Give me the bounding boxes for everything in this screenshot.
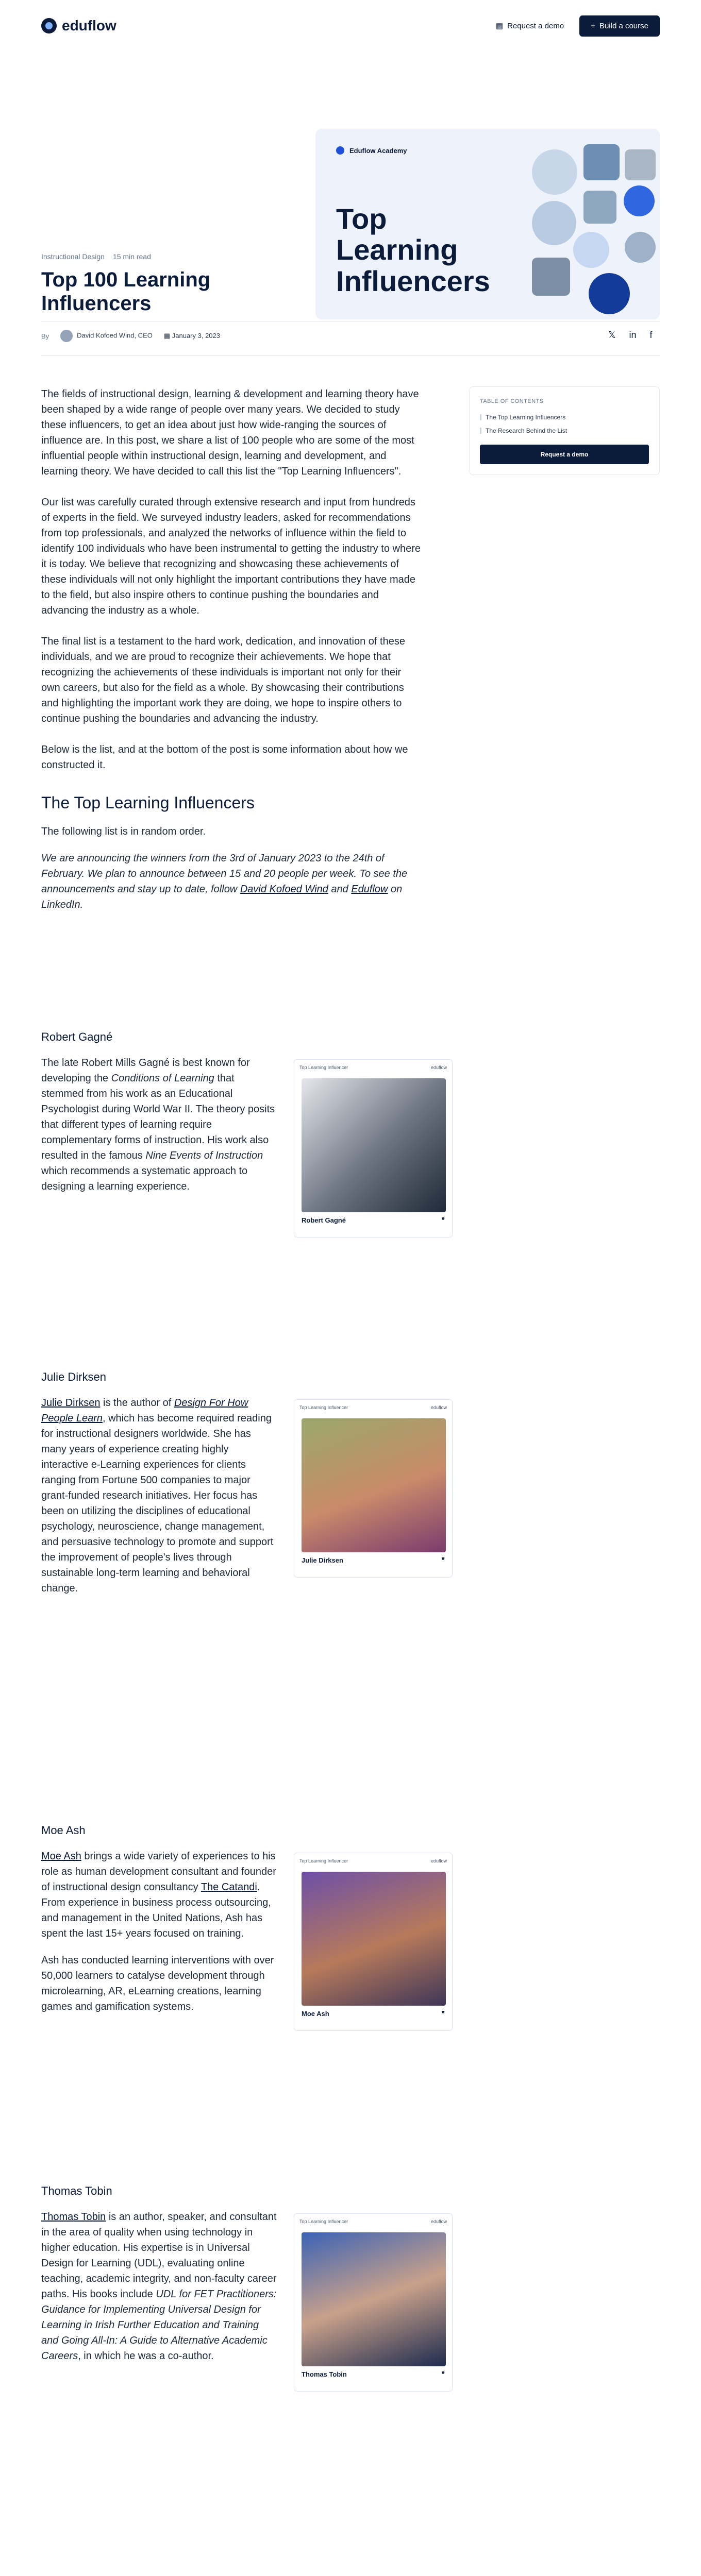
card-logo: eduflow bbox=[430, 1405, 447, 1410]
toc-item[interactable] bbox=[480, 424, 649, 437]
influencer-entry bbox=[41, 1030, 447, 1224]
toc-item-label: The Research Behind the List bbox=[486, 427, 568, 434]
brand-name: eduflow bbox=[62, 18, 116, 33]
bio-text: that stemmed from his work as an Educational Psychologist during World War II. The theory posits that different types of learning require complementary forms of instruction. His work also resulted in the famous bbox=[41, 1073, 275, 1161]
influencer-bio bbox=[41, 1395, 278, 1596]
bio-text: , which has become required reading for instructional designers worldwide. She has many years of experience creating highly interactive e-Learning experiences for clients ranging from Fortune 500 companies to major grant-funded research initiatives. Her focus has been on utilizing the disciplines of educational psychology, neuroscience, change management, and persuasive technology to promote and support the improvement of people's lives through sustainable long-term learning and behavioral change. bbox=[41, 1413, 274, 1594]
influencer-photo bbox=[302, 1078, 446, 1212]
collage-photo bbox=[625, 149, 656, 180]
collage-photo bbox=[583, 144, 620, 180]
collage-shape bbox=[624, 185, 655, 216]
bio-text: which recommends a systematic approach to designing a learning experience. bbox=[41, 1165, 248, 1192]
category-link[interactable]: Instructional Design bbox=[41, 252, 105, 261]
request-demo-link[interactable] bbox=[489, 16, 571, 36]
toc-marker bbox=[480, 414, 481, 420]
bio-emphasis: Conditions of Learning bbox=[111, 1073, 214, 1084]
read-time: 15 min read bbox=[112, 252, 151, 261]
card-header bbox=[294, 1060, 452, 1075]
share-links bbox=[608, 330, 653, 341]
influencer-photo bbox=[302, 1418, 446, 1552]
influencer-link[interactable]: Moe Ash bbox=[41, 1851, 81, 1862]
influencer-bio bbox=[41, 1849, 278, 1941]
influencer-entry bbox=[41, 1370, 447, 1607]
page-title: Top 100 Learning Influencers bbox=[41, 268, 211, 315]
list-note: The following list is in random order. bbox=[41, 826, 206, 837]
book-link[interactable]: Design For How People Learn bbox=[41, 1397, 248, 1424]
influencer-name: Julie Dirksen bbox=[41, 1370, 106, 1383]
influencer-card bbox=[294, 1853, 453, 2031]
author-name: David Kofoed Wind, CEO bbox=[77, 331, 153, 340]
toc-label: TABLE OF CONTENTS bbox=[480, 398, 544, 404]
collage-photo bbox=[625, 232, 656, 263]
card-mark-icon: ❞ bbox=[441, 1216, 445, 1224]
article-body bbox=[41, 386, 423, 928]
card-name: Robert Gagné bbox=[302, 1216, 346, 1224]
intro-paragraph: Our list was carefully curated through extensive research and input from hundreds of experts in the field. We surveyed industry leaders, asked for recommendations from top professionals, and analyzed the networks of influence within the field to identify 100 individuals who have been instrumental to getting the industry to where it is today. We believe that recognizing and showcasing these achievements of these individuals will not only highlight the important contributions they have made to the field, but also inspire others to continue pushing the boundaries and advancing the industry as a whole. bbox=[41, 497, 421, 616]
announce-text: We are announcing the winners from the 3rd of January 2023 to the 24th of February. We plan to announce between 15 and 20 people per week. To see the announcements and stay up to date, follow bbox=[41, 853, 408, 895]
facebook-icon[interactable]: f bbox=[649, 330, 653, 340]
collage-photo bbox=[583, 191, 616, 224]
by-label: By bbox=[41, 332, 49, 340]
card-mark-icon: ❞ bbox=[441, 1556, 445, 1564]
eduflow-dot-icon bbox=[336, 146, 344, 155]
card-tag-label: Eduflow Academy bbox=[349, 146, 407, 155]
collage-photo bbox=[532, 258, 570, 296]
linkedin-icon[interactable]: in bbox=[629, 330, 637, 340]
card-logo: eduflow bbox=[430, 1858, 447, 1863]
top-navigation bbox=[0, 0, 701, 52]
author[interactable] bbox=[60, 330, 153, 342]
intro-paragraph: The fields of instructional design, learning & development and learning theory have been shaped by a wide range of people over many years. We decided to study these influencers, to get an idea about just how wide-ranging the sources of influence are. In this post, we share a list of 100 people who are some of the most influential people within instructional design, learning and development, and learning theory. We have decided to call this list the "Top Learning Influencers". bbox=[41, 388, 419, 477]
nav-actions bbox=[489, 15, 660, 37]
bio-text: is the author of bbox=[100, 1397, 174, 1409]
author-row bbox=[41, 330, 220, 342]
card-logo: eduflow bbox=[430, 1065, 447, 1070]
bio-emphasis: Nine Events of Instruction bbox=[145, 1150, 263, 1161]
bio-text: brings a wide variety of experiences to his role as human development consultant and founder of instructional design consultancy bbox=[41, 1851, 276, 1893]
bio-text: is an author, speaker, and consultant in the area of quality when using technology in higher education. His expertise is in Universal Design for Learning (UDL), evaluating online teaching, academic integrity, and non-faculty career paths. His books include bbox=[41, 2211, 277, 2300]
build-course-button[interactable] bbox=[579, 15, 660, 37]
author-link[interactable]: David Kofoed Wind bbox=[240, 884, 328, 895]
plus-icon: + bbox=[591, 21, 595, 30]
avatar bbox=[60, 330, 73, 342]
request-demo-label: Request a demo bbox=[507, 21, 564, 30]
eduflow-logo-icon bbox=[41, 18, 57, 33]
build-course-label: Build a course bbox=[599, 21, 648, 30]
card-name: Julie Dirksen bbox=[302, 1556, 343, 1564]
calendar-icon: ▦ bbox=[495, 22, 504, 30]
breadcrumb bbox=[41, 252, 151, 261]
card-tag bbox=[336, 146, 407, 155]
bio-text: , in which he was a co-author. bbox=[78, 2350, 214, 2362]
card-name: Thomas Tobin bbox=[302, 2370, 347, 2378]
collage-photo bbox=[532, 201, 576, 245]
hero-image-card bbox=[315, 129, 660, 319]
publish-date bbox=[164, 332, 220, 340]
bio-text: . From experience in business process outsourcing, and management in the United Nations, Ash has spent the last 15+ years focused on training. bbox=[41, 1882, 271, 1939]
influencer-bio: Ash has conducted learning interventions with over 50,000 learners to catalyse development through microlearning, AR, eLearning creations, learning games and gamification systems. bbox=[41, 1955, 274, 2012]
date-text: January 3, 2023 bbox=[172, 332, 220, 340]
influencer-link[interactable]: Julie Dirksen bbox=[41, 1397, 101, 1409]
card-name: Moe Ash bbox=[302, 2010, 329, 2018]
card-label: Top Learning Influencer bbox=[299, 1858, 348, 1863]
influencer-entry bbox=[41, 1824, 447, 2026]
influencer-bio bbox=[41, 2209, 278, 2364]
bio-text: The late Robert Mills Gagné is best known for developing the bbox=[41, 1057, 250, 1084]
influencer-name: Robert Gagné bbox=[41, 1030, 113, 1043]
influencer-card bbox=[294, 2213, 453, 2392]
bio-emphasis: UDL for FET Practitioners: Guidance for Implementing Universal Design for Learning in Irish Further Education and Training and Going All-In: A Guide to Alternative Academic Careers bbox=[41, 2289, 277, 2362]
divider bbox=[41, 355, 660, 356]
intro-paragraph: The final list is a testament to the hard work, dedication, and innovation of these individuals, and we are proud to recognize their achievements. We hope that recognizing the achievements of these individuals is important not only for their own careers, but also for the field as a whole. By showcasing their contributions and highlighting the important work they are doing, we hope to inspire others to continue pushing the boundaries and advancing the industry. bbox=[41, 636, 405, 724]
company-link[interactable]: The Catandi bbox=[201, 1882, 257, 1893]
card-label: Top Learning Influencer bbox=[299, 1065, 348, 1070]
card-label: Top Learning Influencer bbox=[299, 1405, 348, 1410]
influencer-name: Moe Ash bbox=[41, 1824, 86, 1837]
divider bbox=[41, 321, 660, 322]
twitter-icon[interactable]: 𝕏 bbox=[608, 330, 616, 340]
intro-paragraph: Below is the list, and at the bottom of the post is some information about how we constructed it. bbox=[41, 744, 408, 771]
toc-request-demo-button[interactable]: Request a demo bbox=[480, 445, 649, 464]
card-title: Top Learning Influencers bbox=[336, 202, 490, 297]
card-header bbox=[294, 1853, 452, 1869]
eduflow-link[interactable]: Eduflow bbox=[351, 884, 388, 895]
influencer-entry bbox=[41, 2184, 447, 2378]
card-logo: eduflow bbox=[430, 2219, 447, 2224]
influencer-card bbox=[294, 1059, 453, 1238]
toc-item[interactable] bbox=[480, 411, 649, 424]
announcement bbox=[41, 851, 423, 912]
collage-photo bbox=[532, 149, 577, 195]
influencer-name: Thomas Tobin bbox=[41, 2184, 112, 2197]
influencer-bio bbox=[41, 1055, 278, 1194]
collage-shape bbox=[589, 273, 630, 314]
influencer-card bbox=[294, 1399, 453, 1578]
card-label: Top Learning Influencer bbox=[299, 2219, 348, 2224]
announce-text: on LinkedIn. bbox=[41, 884, 403, 910]
card-mark-icon: ❞ bbox=[441, 2370, 445, 2378]
table-of-contents bbox=[469, 386, 660, 475]
announce-text: and bbox=[328, 884, 352, 895]
toc-item-label: The Top Learning Influencers bbox=[486, 414, 566, 421]
card-header bbox=[294, 2214, 452, 2229]
influencer-photo bbox=[302, 1872, 446, 2006]
card-mark-icon: ❞ bbox=[441, 2010, 445, 2017]
calendar-icon: ▦ bbox=[163, 332, 172, 340]
brand-logo[interactable] bbox=[41, 18, 116, 34]
collage-photo bbox=[573, 232, 609, 268]
influencer-link[interactable]: Thomas Tobin bbox=[41, 2211, 106, 2223]
section-heading-influencers: The Top Learning Influencers bbox=[41, 793, 255, 812]
hero bbox=[0, 52, 701, 371]
influencer-photo bbox=[302, 2232, 446, 2366]
toc-marker bbox=[480, 428, 481, 434]
card-header bbox=[294, 1400, 452, 1415]
